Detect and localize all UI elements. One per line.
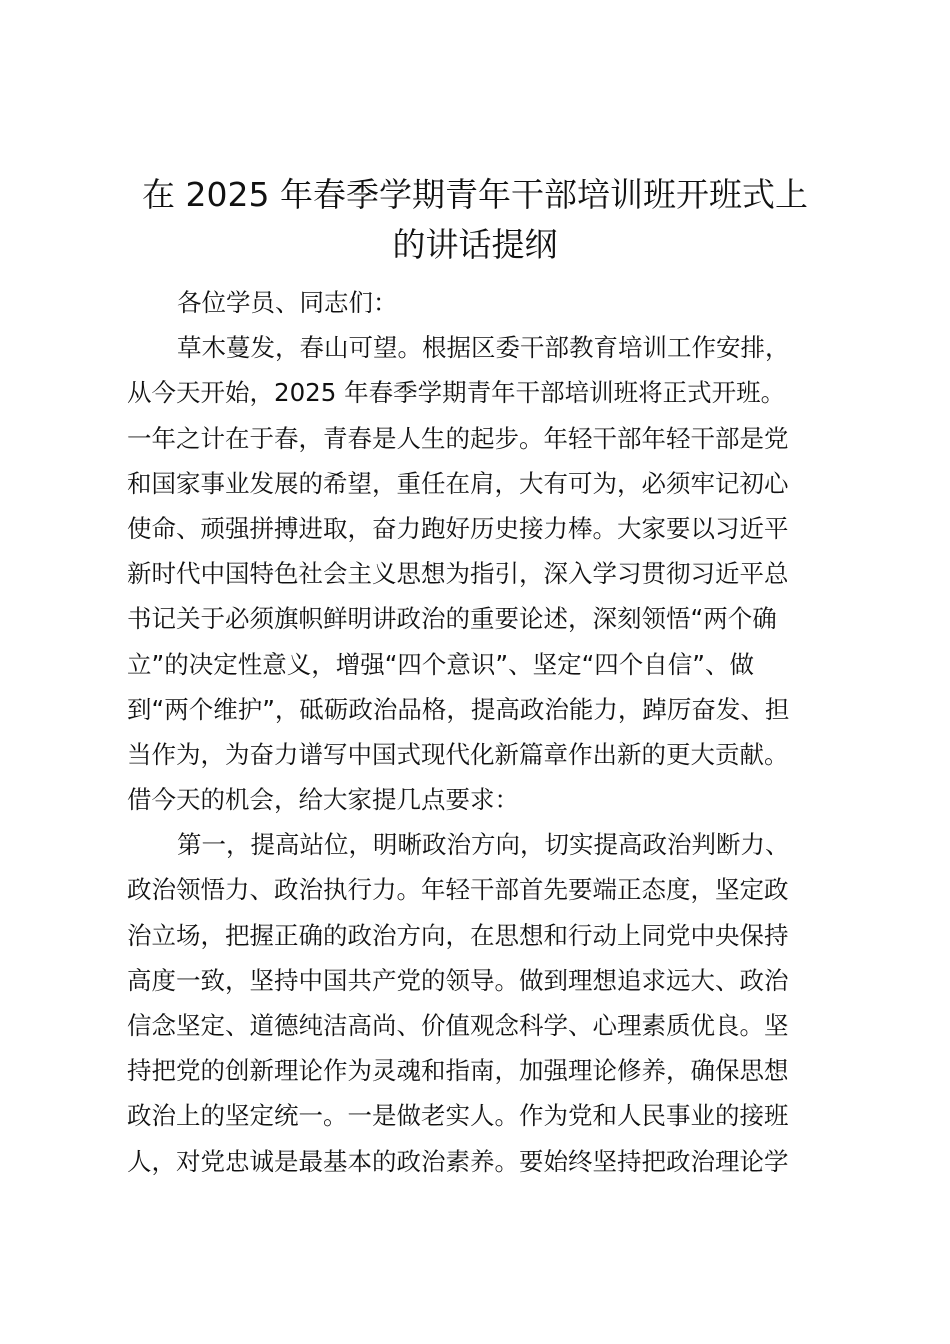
paragraph-line: 治立场，把握正确的政治方向，在思想和行动上同党中央保持 — [127, 920, 789, 950]
paragraph-line: 从今天开始，2025 年春季学期青年干部培训班将正式开班。 — [127, 378, 786, 408]
paragraph-line: 使命、顽强拼搏进取，奋力跑好历史接力棒。大家要以习近平 — [127, 513, 789, 543]
paragraph-line: 借今天的机会，给大家提几点要求： — [127, 785, 519, 815]
paragraph-line: 新时代中国特色社会主义思想为指引，深入学习贯彻习近平总 — [127, 559, 789, 589]
paragraph-line: 政治上的坚定统一。一是做老实人。作为党和人民事业的接班 — [127, 1101, 789, 1131]
paragraph-first-requirement — [127, 822, 827, 1184]
paragraph-intro — [127, 325, 827, 822]
document-body — [127, 280, 827, 1184]
paragraph-line: 和国家事业发展的希望，重任在肩，大有可为，必须牢记初心 — [127, 468, 789, 498]
paragraph-line: 第一，提高站位，明晰政治方向，切实提高政治判断力、 — [177, 830, 790, 860]
document-title — [110, 170, 840, 270]
paragraph-line: 人，对党忠诚是最基本的政治素养。要始终坚持把政治理论学 — [127, 1146, 789, 1176]
paragraph-line: 书记关于必须旗帜鲜明讲政治的重要论述，深刻领悟“两个确 — [127, 604, 777, 634]
salutation: 各位学员、同志们： — [177, 288, 398, 317]
title-line: 的讲话提纲 — [392, 225, 558, 264]
paragraph-line: 到“两个维护”，砥砺政治品格，提高政治能力，踔厉奋发、担 — [127, 694, 790, 724]
paragraph-line: 持把党的创新理论作为灵魂和指南，加强理论修养，确保思想 — [127, 1056, 789, 1086]
paragraph-line: 高度一致，坚持中国共产党的领导。做到理想追求远大、政治 — [127, 965, 789, 995]
paragraph-line: 政治领悟力、政治执行力。年轻干部首先要端正态度，坚定政 — [127, 875, 789, 905]
paragraph-line: 信念坚定、道德纯洁高尚、价值观念科学、心理素质优良。坚 — [127, 1011, 789, 1040]
paragraph-line: 草木蔓发，春山可望。根据区委干部教育培训工作安排， — [177, 333, 790, 363]
paragraph-line: 当作为，为奋力谱写中国式现代化新篇章作出新的更大贡献。 — [127, 739, 789, 769]
title-line: 在 2025 年春季学期青年干部培训班开班式上 — [142, 175, 808, 214]
paragraph-line: 一年之计在于春，青春是人生的起步。年轻干部年轻干部是党 — [127, 423, 789, 453]
paragraph-line: 立”的决定性意义，增强“四个意识”、坚定“四个自信”、做 — [127, 649, 754, 679]
